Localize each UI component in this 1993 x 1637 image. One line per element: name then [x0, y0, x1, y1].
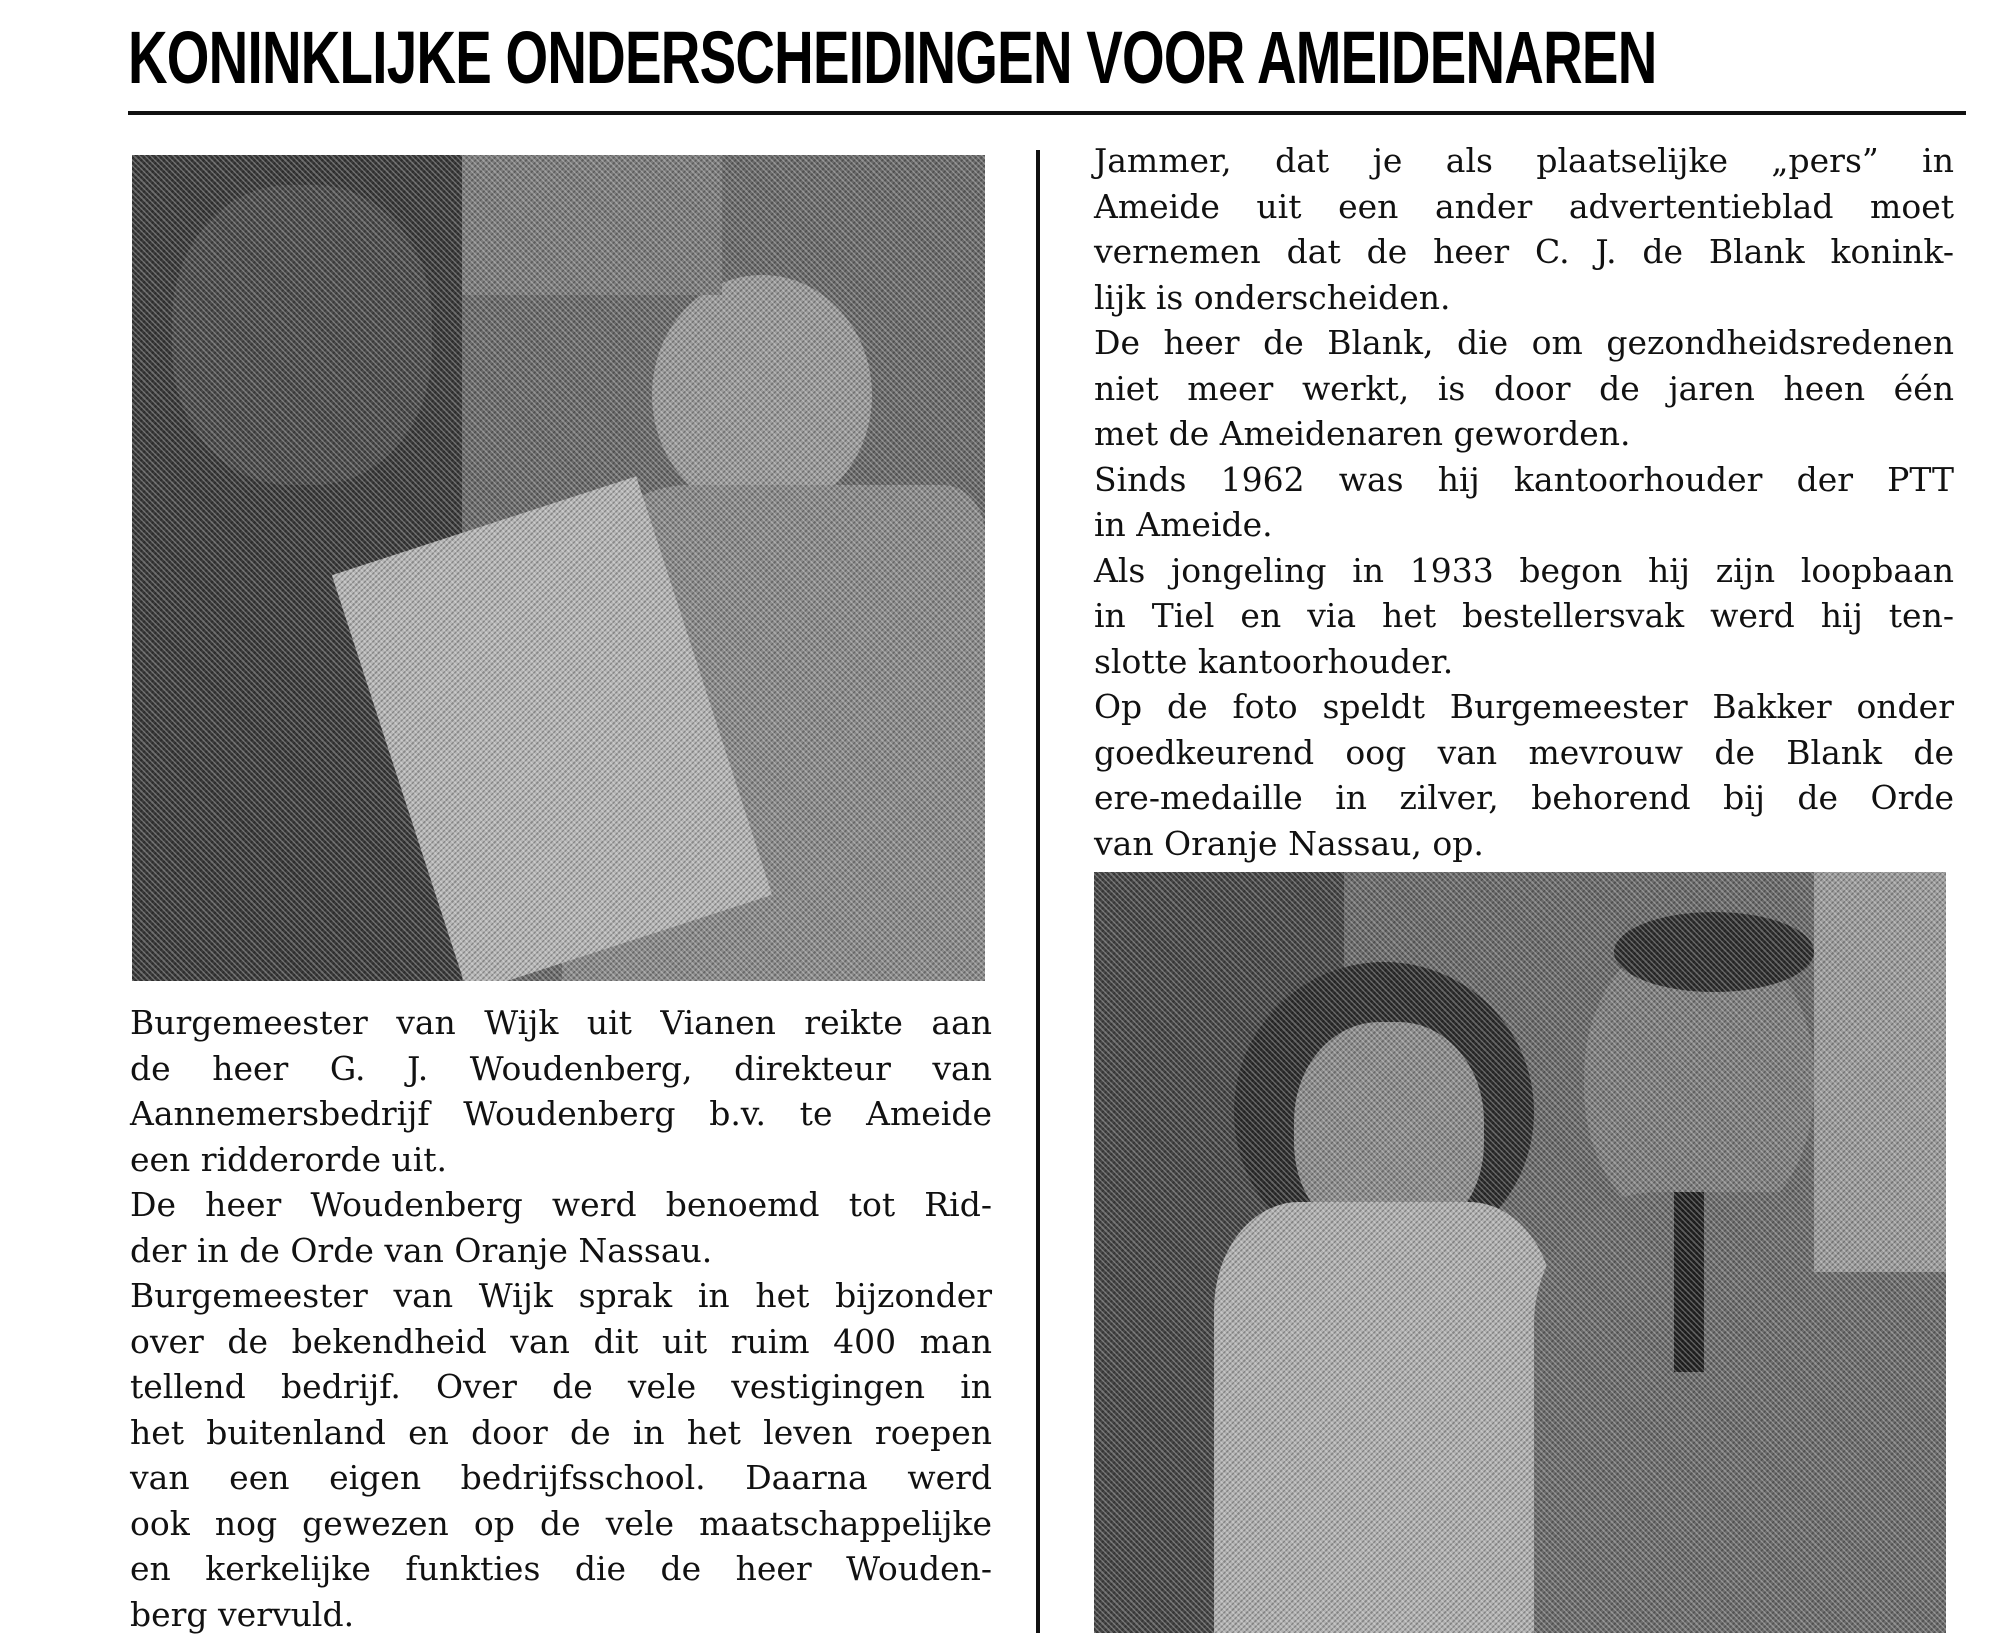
- text-line: slotte kantoorhouder.: [1094, 639, 1954, 685]
- text-line: een ridderorde uit.: [130, 1137, 992, 1183]
- text-line: en kerkelijke funkties die de heer Wouden-: [130, 1546, 992, 1592]
- halftone-overlay: [1094, 872, 1946, 1633]
- text-line: goedkeurend oog van mevrouw de Blank de: [1094, 730, 1954, 776]
- text-line: Jammer, dat je als plaatselijke „pers” in: [1094, 138, 1954, 184]
- text-line: ere-medaille in zilver, behorend bij de Orde: [1094, 775, 1954, 821]
- text-line: Op de foto speldt Burgemeester Bakker onder: [1094, 684, 1954, 730]
- text-line: Burgemeester van Wijk sprak in het bijzonder: [130, 1273, 992, 1319]
- text-line: niet meer werkt, is door de jaren heen één: [1094, 366, 1954, 412]
- halftone-overlay: [132, 155, 985, 981]
- text-line: vernemen dat de heer C. J. de Blank konink-: [1094, 229, 1954, 275]
- text-line: Ameide uit een ander advertentieblad moet: [1094, 184, 1954, 230]
- text-line: lijk is onderscheiden.: [1094, 275, 1954, 321]
- text-line: Aannemersbedrijf Woudenberg b.v. te Ameide: [130, 1091, 992, 1137]
- article-photo-woudenberg: [132, 155, 985, 981]
- headline-rule: [128, 111, 1966, 115]
- text-line: De heer de Blank, die om gezondheidsredenen: [1094, 320, 1954, 366]
- text-line: de heer G. J. Woudenberg, direkteur van: [130, 1046, 992, 1092]
- column-divider: [1036, 150, 1040, 1633]
- text-line: tellend bedrijf. Over de vele vestigingen in: [130, 1364, 992, 1410]
- text-line: over de bekendheid van dit uit ruim 400 man: [130, 1319, 992, 1365]
- right-article-text: [1094, 138, 1954, 866]
- text-line: Burgemeester van Wijk uit Vianen reikte aan: [130, 1000, 992, 1046]
- headline: KONINKLIJKE ONDERSCHEIDINGEN VOOR AMEIDENAREN: [128, 18, 1657, 98]
- text-line: berg vervuld.: [130, 1592, 992, 1637]
- text-line: De heer Woudenberg werd benoemd tot Rid-: [130, 1182, 992, 1228]
- text-line: ook nog gewezen op de vele maatschappelijke: [130, 1501, 992, 1547]
- text-line: het buitenland en door de in het leven roepen: [130, 1410, 992, 1456]
- article-photo-de-blank: [1094, 872, 1946, 1633]
- text-line: van Oranje Nassau, op.: [1094, 821, 1954, 867]
- text-line: Als jongeling in 1933 begon hij zijn loopbaan: [1094, 548, 1954, 594]
- text-line: met de Ameidenaren geworden.: [1094, 411, 1954, 457]
- text-line: in Ameide.: [1094, 502, 1954, 548]
- text-line: der in de Orde van Oranje Nassau.: [130, 1228, 992, 1274]
- left-article-text: [130, 1000, 992, 1637]
- text-line: van een eigen bedrijfsschool. Daarna werd: [130, 1455, 992, 1501]
- text-line: in Tiel en via het bestellersvak werd hij ten-: [1094, 593, 1954, 639]
- text-line: Sinds 1962 was hij kantoorhouder der PTT: [1094, 457, 1954, 503]
